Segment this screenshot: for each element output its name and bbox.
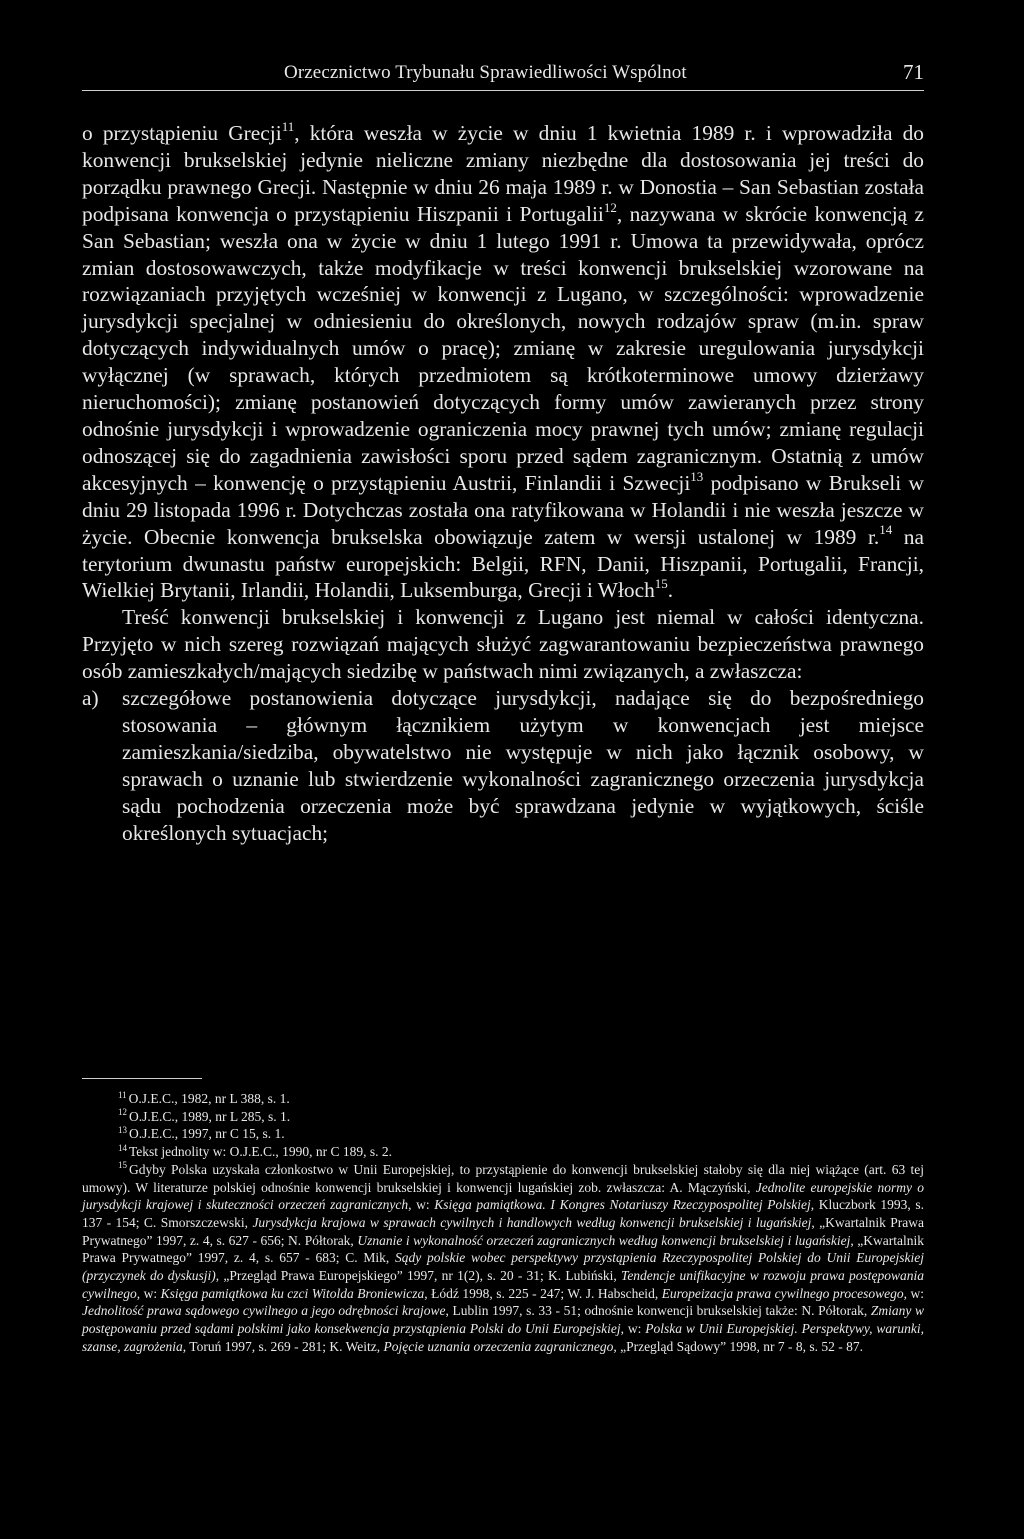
footnote-ref-12[interactable]: 12 xyxy=(603,199,617,215)
fn15-text: , w: xyxy=(903,1285,925,1301)
fn15-title: Uznanie i wykonalność orzeczeń zagranicznych według konwencji brukselskiej i lugańskiej xyxy=(357,1232,851,1248)
fn15-text: Gdyby Polska uzyskała członkostwo w Unii Europejskiej, to przystąpienie do konwencji brukselskiej stałoby się dla niej wiążące (art. 63 tej umowy). W literaturze polskiej odnośnie konwencji brukselskiej i konwencji lugańskiej zob. zwłaszcza: A. Mączyński, xyxy=(82,1161,924,1195)
fn15-text: , Kluczbork 1993, s. 137 - 154; C. Smorszczewski, xyxy=(82,1197,924,1230)
footnote-ref-15[interactable]: 15 xyxy=(654,576,668,592)
fn15-title: Pojęcie uznania orzeczenia zagranicznego xyxy=(383,1338,614,1354)
running-header xyxy=(82,60,924,91)
fn15-text: , w: xyxy=(136,1285,161,1301)
p1-segment: podpisano w Brukseli w dniu 29 listopada 1996 r. Dotychczas została ona ratyfikowana w Holandii i nie weszła jeszcze w życie. Obecnie konwencja brukselska obowiązuje zatem w wersji ustalonej w 1989 r. xyxy=(82,470,924,549)
footnote-number: 12 xyxy=(118,1107,127,1118)
footnote-ref-11[interactable]: 11 xyxy=(281,118,295,134)
footnote-text: Tekst jednolity w: O.J.E.C., 1990, nr C 189, s. 2. xyxy=(129,1144,393,1160)
main-text xyxy=(82,120,924,846)
fn15-title: Zmiany w postępowaniu przed sądami polskimi jako konsekwencja przystąpienia Polski do Unii Europejskiej xyxy=(82,1303,924,1337)
footnote-number: 14 xyxy=(118,1142,127,1153)
footnote-11 xyxy=(82,1090,924,1108)
footnote-text: O.J.E.C., 1982, nr L 388, s. 1. xyxy=(128,1091,290,1106)
paragraph-1 xyxy=(82,120,924,604)
fn15-text: , Lublin 1997, s. 33 - 51; odnośnie konwencji brukselskiej także: N. Półtorak, xyxy=(445,1303,871,1319)
running-title: Orzecznictwo Trybunału Sprawiedliwości Wspólnot xyxy=(284,62,687,83)
footnote-15 xyxy=(82,1161,924,1356)
fn15-text: , w: xyxy=(408,1197,435,1213)
fn15-title: Polska w Unii Europejskiej. Perspektywy, warunki, szanse, zagrożenia xyxy=(82,1321,925,1354)
fn15-text: , „Przegląd Prawa Europejskiego” 1997, nr 1(2), s. 20 - 31; K. Lubiński, xyxy=(215,1268,622,1284)
fn15-text: , „Kwartalnik Prawa Prywatnego” 1997, z. 4, s. 627 - 656; N. Półtorak, xyxy=(82,1214,924,1248)
fn15-text: , „Kwartalnik Prawa Prywatnego” 1997, z. 4, s. 657 - 683; C. Mik, xyxy=(82,1232,924,1266)
footnote-ref-14[interactable]: 14 xyxy=(879,522,893,538)
footnote-13 xyxy=(82,1125,924,1143)
footnote-text: O.J.E.C., 1989, nr L 285, s. 1. xyxy=(129,1108,291,1124)
fn15-text: , Łódź 1998, s. 225 - 247; W. J. Habscheid, xyxy=(424,1285,662,1301)
fn15-title: Księga pamiątkowa ku czci Witolda Broniewicza xyxy=(160,1285,425,1301)
list-item-text: szczegółowe postanowienia dotyczące jurysdykcji, nadające się do bezpośredniego stosowania – głównym łącznikiem użytym w konwencjach jest miejsce zamieszkania/siedziba, obywatelstwo nie występuje w nich jako łącznik osobowy, w sprawach o uznanie lub stwierdzenie wykonalności zagranicznego orzeczenia jurysdykcja sądu pochodzenia orzeczenia może być sprawdzana jedynie w wyjątkowych, ściśle określonych sytuacjach; xyxy=(122,686,924,845)
p1-segment: . xyxy=(667,578,674,603)
footnote-number: 11 xyxy=(118,1089,127,1100)
fn15-title: Tendencje unifikacyjne w rozwoju prawa postępowania cywilnego xyxy=(82,1268,924,1301)
fn15-text: , Toruń 1997, s. 269 - 281; K. Weitz, xyxy=(182,1338,384,1354)
fn15-title: Europeizacja prawa cywilnego procesowego xyxy=(661,1285,904,1301)
list-marker: a) xyxy=(82,686,99,711)
footnotes xyxy=(82,1090,924,1356)
footnote-text: O.J.E.C., 1997, nr C 15, s. 1. xyxy=(129,1126,285,1142)
list-item-a xyxy=(82,685,924,846)
p1-segment: na terytorium dwunastu państw europejskich: Belgii, RFN, Danii, Hiszpanii, Portugalii, Francji, Wielkiej Brytanii, Irlandii, Holandii, Luksemburga, Grecji i Włoch xyxy=(82,524,924,603)
footnote-12 xyxy=(82,1108,924,1126)
fn15-title: Księga pamiątkowa. I Kongres Notariuszy Rzeczypospolitej Polskiej xyxy=(434,1197,811,1213)
fn15-title: Sądy polskie wobec perspektywy przystąpienia Rzeczypospolitej Polskiej do Unii Europejskiej (przyczynek do dyskusji) xyxy=(82,1250,924,1284)
page-number: 71 xyxy=(903,60,924,84)
fn15-text: , „Przegląd Sądowy” 1998, nr 7 - 8, s. 52 - 87. xyxy=(613,1338,864,1354)
fn15-title: Jurysdykcja krajowa w sprawach cywilnych i handlowych według konwencji brukselskiej i lugańskiej xyxy=(252,1214,812,1230)
footnote-14 xyxy=(82,1143,924,1161)
footnote-ref-13[interactable]: 13 xyxy=(690,468,704,484)
footnote-number: 15 xyxy=(118,1160,127,1171)
fn15-title: Jednolitość prawa sądowego cywilnego a jego odrębności krajowe xyxy=(82,1303,446,1319)
p1-segment: o przystąpieniu Grecji xyxy=(82,121,282,145)
paragraph-2: Treść konwencji brukselskiej i konwencji z Lugano jest niemal w całości identyczna. Przyjęto w nich szereg rozwiązań mających służyć zagwarantowaniu bezpieczeństwa prawnego osób zamieszkałych/mających siedzibę w państwach nimi związanych, a zwłaszcza: xyxy=(82,605,924,684)
footnote-separator xyxy=(82,1078,202,1079)
footnote-number: 13 xyxy=(118,1124,127,1135)
p1-segment: , nazywana w skrócie konwencją z San Sebastian; weszła ona w życie w dniu 1 lutego 1991 r. Umowa ta przewidywała, oprócz zmian dostosowawczych, także modyfikacje w treści konwencji brukselskiej wzorowane na rozwiązaniach przyjętych wcześniej w konwencji z Lugano, w szczególności: wprowadzenie jurysdykcji specjalnej w odniesieniu do określonych, nowych rodzajów spraw (m.in. spraw dotyczących indywidualnych umów o pracę); zmianę w zakresie uregulowania jurysdykcji wyłącznej (w sprawach, których przedmiotem są krótkoterminowe umowy dzierżawy nieruchomości); zmianę postanowień dotyczących formy umów zawieranych przez strony odnośnie jurysdykcji i wprowadzenie ograniczenia mocy prawnej tych umów; zmianę regulacji odnoszącej się do zagadnienia zawisłości sporu przed sądem zagranicznym. Ostatnią z umów akcesyjnych – konwencję o przystąpieniu Austrii, Finlandii i Szwecji xyxy=(82,201,925,495)
fn15-text: , w: xyxy=(620,1321,646,1337)
fn15-title: Jednolite europejskie normy o jurysdykcji krajowej i skuteczności orzeczeń zagranicznych xyxy=(82,1179,924,1213)
p1-segment: , która weszła w życie w dniu 1 kwietnia 1989 r. i wprowadziła do konwencji brukselskiej jedynie nieliczne zmiany niezbędne dla dostosowania jej treści do porządku prawnego Grecji. Następnie w dniu 26 maja 1989 r. w Donostia – San Sebastian została podpisana konwencja o przystąpieniu Hiszpanii i Portugalii xyxy=(82,121,924,226)
